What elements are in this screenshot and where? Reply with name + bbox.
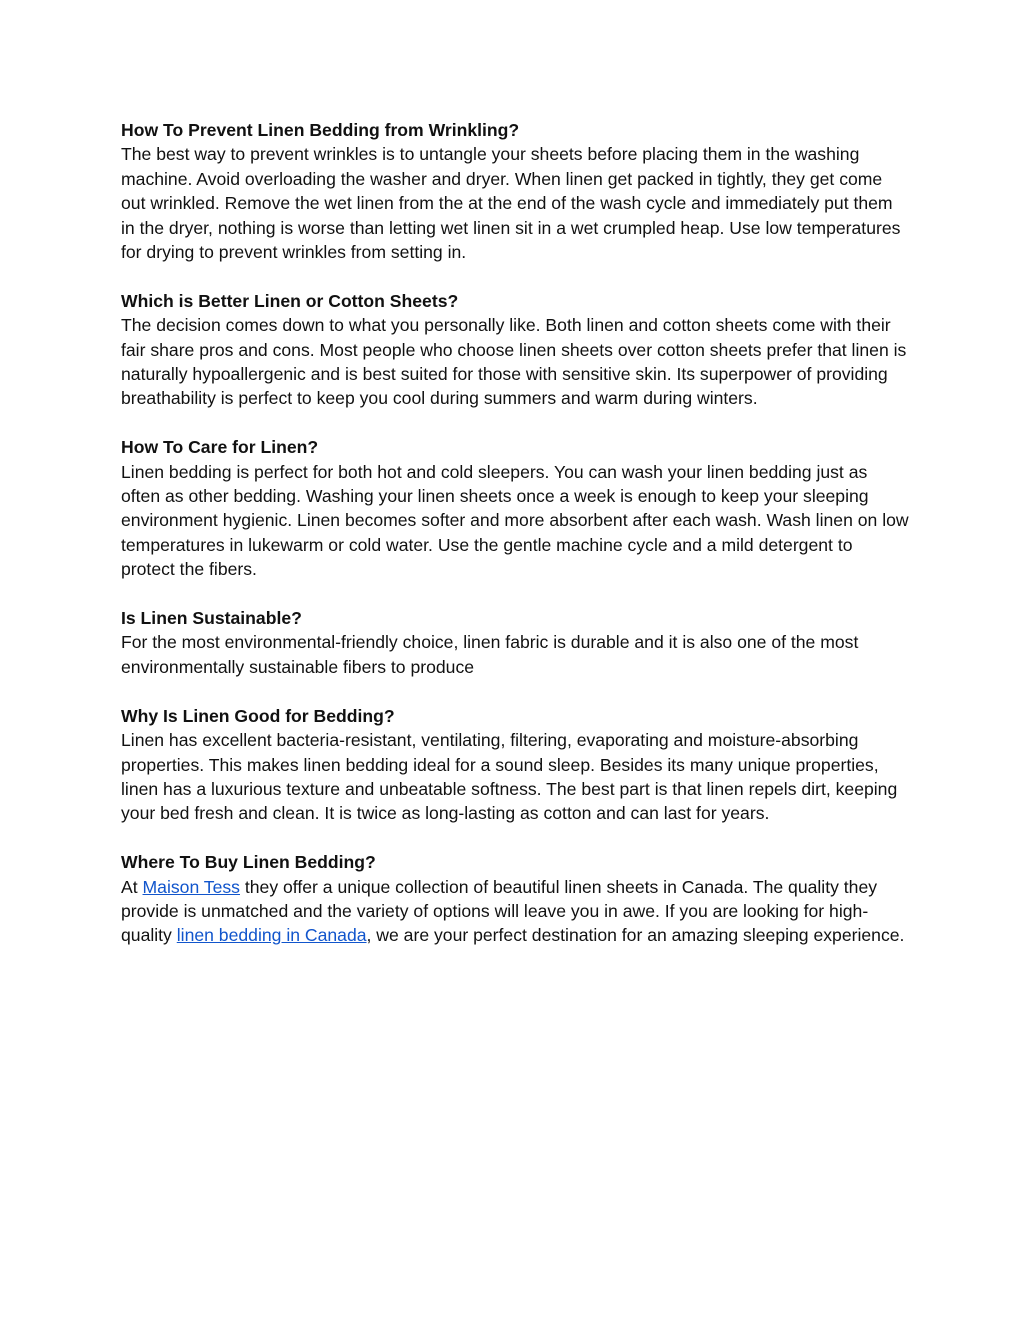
document-page xyxy=(121,118,911,972)
section-body: For the most environmental-friendly choice, linen fabric is durable and it is also one of the most environmentally sustainable fibers to produce xyxy=(121,632,859,677)
section-linen-sustainable xyxy=(121,606,911,679)
body-text-part: At xyxy=(121,876,143,897)
section-heading: Why Is Linen Good for Bedding? xyxy=(121,705,395,726)
section-where-to-buy xyxy=(121,850,911,948)
section-body xyxy=(121,875,911,948)
body-text-part: they offer a unique collection of beautiful linen sheets in Canada. The quality they provide is unmatched and the variety of options will leave you in awe. If you are looking for high-quality xyxy=(121,876,878,946)
section-why-linen-good xyxy=(121,704,911,826)
section-linen-vs-cotton xyxy=(121,289,911,411)
section-body: The decision comes down to what you personally like. Both linen and cotton sheets come with their fair share pros and cons. Most people who choose linen sheets over cotton sheets prefer that linen is naturally hypoallergenic and is best suited for those with sensitive skin. Its superpower of providing breathability is perfect to keep you cool during summers and warm during winters. xyxy=(121,315,907,409)
section-prevent-wrinkling xyxy=(121,118,911,264)
section-heading: Where To Buy Linen Bedding? xyxy=(121,852,376,873)
section-heading: Which is Better Linen or Cotton Sheets? xyxy=(121,290,459,311)
section-care-for-linen xyxy=(121,435,911,581)
section-heading: Is Linen Sustainable? xyxy=(121,608,302,629)
linen-bedding-canada-link[interactable]: linen bedding in Canada xyxy=(176,925,367,946)
maison-tess-link[interactable]: Maison Tess xyxy=(142,876,240,897)
body-text-part: , we are your perfect destination for an amazing sleeping experience. xyxy=(366,925,905,946)
section-body: The best way to prevent wrinkles is to untangle your sheets before placing them in the washing machine. Avoid overloading the washer and dryer. When linen get packed in tightly, they get come out wrinkled. Remove the wet linen from the at the end of the wash cycle and immediately put them in the dryer, nothing is worse than letting wet linen sit in a wet crumpled heap. Use low temperatures for drying to prevent wrinkles from setting in. xyxy=(121,144,901,263)
section-body: Linen bedding is perfect for both hot and cold sleepers. You can wash your linen bedding just as often as other bedding. Washing your linen sheets once a week is enough to keep your sleeping environment hygienic. Linen becomes softer and more absorbent after each wash. Wash linen on low temperatures in lukewarm or cold water. Use the gentle machine cycle and a mild detergent to protect the fibers. xyxy=(121,461,909,580)
section-heading: How To Prevent Linen Bedding from Wrinkling? xyxy=(121,120,520,140)
section-heading: How To Care for Linen? xyxy=(121,437,319,458)
section-body: Linen has excellent bacteria-resistant, ventilating, filtering, evaporating and moisture-absorbing properties. This makes linen bedding ideal for a sound sleep. Besides its many unique properties, linen has a luxurious texture and unbeatable softness. The best part is that linen repels dirt, keeping your bed fresh and clean. It is twice as long-lasting as cotton and can last for years. xyxy=(121,730,898,824)
